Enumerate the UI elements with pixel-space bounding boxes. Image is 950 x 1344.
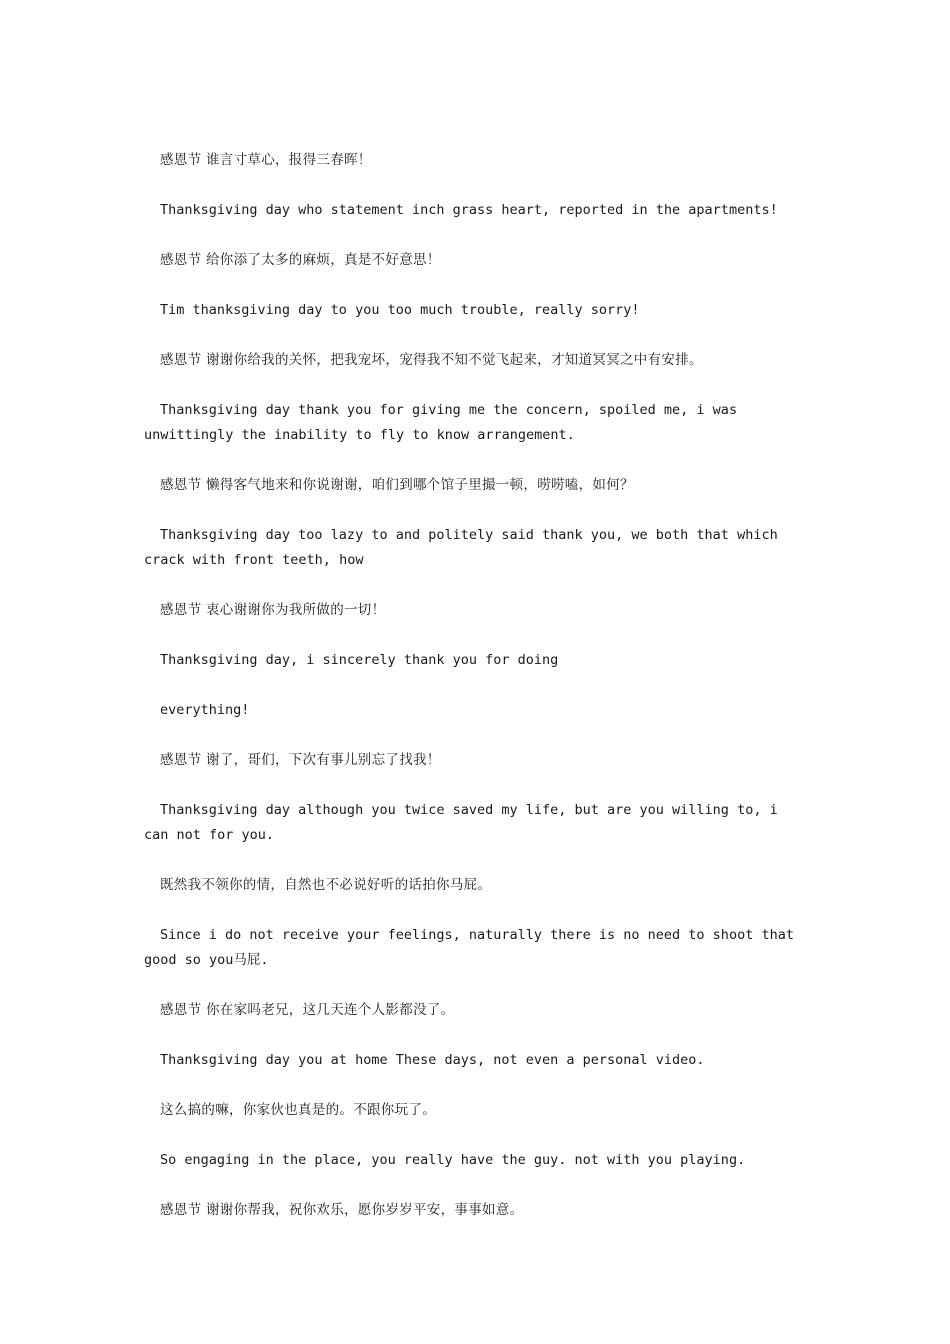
document-body <box>144 148 808 1248</box>
paragraph: Thanksgiving day thank you for giving me the concern, spoiled me, i was unwittingly the inability to fly to know arrangement. <box>144 402 738 443</box>
paragraph: 感恩节 谢了，哥们，下次有事儿别忘了找我！ <box>160 752 441 768</box>
paragraph: Thanksgiving day too lazy to and politely said thank you, we both that which crack with front teeth, how <box>144 527 778 568</box>
paragraph: 感恩节 谢谢你帮我，祝你欢乐，愿你岁岁平安，事事如意。 <box>160 1202 524 1218</box>
paragraph: 感恩节 衷心谢谢你为我所做的一切！ <box>160 602 386 618</box>
paragraph: Thanksgiving day, i sincerely thank you for doing <box>160 652 559 668</box>
paragraph: 感恩节 你在家吗老兄，这几天连个人影都没了。 <box>160 1002 455 1018</box>
paragraph: everything! <box>160 702 250 718</box>
paragraph: Since i do not receive your feelings, naturally there is no need to shoot that good so you马屁. <box>144 927 794 968</box>
paragraph: 这么搞的嘛，你家伙也真是的。不跟你玩了。 <box>160 1102 436 1118</box>
paragraph: 既然我不领你的情，自然也不必说好听的话拍你马屁。 <box>160 877 492 893</box>
paragraph: 感恩节 给你添了太多的麻烦，真是不好意思！ <box>160 252 441 268</box>
paragraph: 感恩节 谁言寸草心，报得三春晖！ <box>160 152 372 168</box>
paragraph: So engaging in the place, you really have the guy. not with you playing. <box>160 1152 746 1168</box>
paragraph: Thanksgiving day who statement inch grass heart, reported in the apartments! <box>160 202 778 218</box>
paragraph: 感恩节 谢谢你给我的关怀，把我宠坏，宠得我不知不觉飞起来，才知道冥冥之中有安排。 <box>160 352 703 368</box>
paragraph: 感恩节 懒得客气地来和你说谢谢，咱们到哪个馆子里撮一顿，唠唠嗑，如何？ <box>160 477 634 493</box>
paragraph: Thanksgiving day although you twice saved my life, but are you willing to, i can not for you. <box>144 802 778 843</box>
paragraph: Thanksgiving day you at home These days, not even a personal video. <box>160 1052 705 1068</box>
paragraph: Tim thanksgiving day to you too much trouble, really sorry! <box>160 302 640 318</box>
